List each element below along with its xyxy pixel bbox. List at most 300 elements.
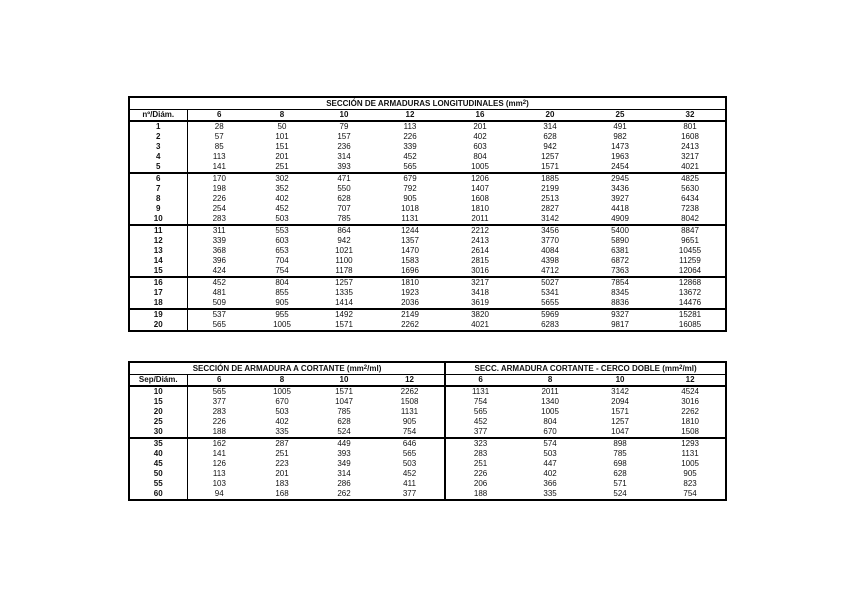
diameter-header: 20 — [515, 110, 585, 122]
table-cell: 1178 — [313, 266, 375, 277]
table-cell: 491 — [613, 122, 627, 131]
table-row — [129, 386, 726, 397]
table-cell: 754 — [445, 397, 515, 407]
shear-table-left-title: SECCIÓN DE ARMADURA A CORTANTE $(mm^2/ml)$ — [129, 362, 445, 375]
diameter-header: 10 — [313, 110, 375, 122]
table-cell: 103 — [212, 479, 226, 488]
table-cell: 2262 — [401, 320, 419, 329]
table-cell: 377 — [402, 489, 417, 498]
table-cell: 1257 — [611, 417, 629, 426]
diameter-header: 8 — [251, 375, 313, 387]
table-row — [129, 236, 726, 246]
row-label: 3 — [129, 142, 187, 152]
shear-table-header — [129, 375, 726, 387]
row-label: 45 — [129, 459, 187, 469]
table-cell: 1470 — [401, 246, 419, 255]
table-cell: 5341 — [541, 288, 559, 297]
table-cell: 13672 — [678, 288, 702, 297]
table-cell: 785 — [313, 214, 375, 225]
row-label: 1 — [129, 121, 187, 132]
longitudinal-reinforcement-table — [128, 96, 727, 332]
row-label: 4 — [129, 152, 187, 162]
row-label: 20 — [129, 320, 187, 331]
table-cell: 9651 — [681, 236, 699, 245]
header-label: Sep/Diám. — [129, 375, 187, 387]
row-label: 18 — [129, 298, 187, 309]
table-cell: 452 — [212, 278, 226, 287]
table-cell: 283 — [212, 407, 226, 416]
table-cell: 2454 — [585, 162, 655, 173]
table-cell: 3016 — [445, 266, 515, 277]
table-cell: 855 — [275, 288, 289, 297]
table-cell: 754 — [251, 266, 313, 277]
table-cell: 1885 — [541, 174, 559, 183]
table-cell: 3142 — [515, 214, 585, 225]
table-cell: 1018 — [401, 204, 419, 213]
diameter-header: 6 — [445, 375, 515, 387]
table-cell: 79 — [339, 122, 349, 131]
table-cell: 942 — [543, 142, 557, 151]
longitudinal-table-title: SECCIÓN DE ARMADURAS LONGITUDINALES $(mm^2)$ — [129, 97, 726, 110]
table-cell: 449 — [337, 439, 351, 448]
table-cell: 8345 — [611, 288, 629, 297]
table-cell: 314 — [337, 469, 351, 478]
table-row — [129, 309, 726, 320]
row-label: 13 — [129, 246, 187, 256]
row-label: 5 — [129, 162, 187, 173]
table-cell: 1131 — [681, 449, 699, 458]
table-cell: 5630 — [681, 184, 699, 193]
table-cell: 571 — [613, 479, 627, 488]
row-label: 12 — [129, 236, 187, 246]
table-cell: 565 — [212, 320, 226, 329]
table-cell: 1257 — [335, 278, 353, 287]
shear-reinforcement-table — [128, 361, 727, 501]
table-cell: 1571 — [611, 407, 629, 416]
table-cell: 170 — [212, 174, 226, 183]
table-row — [129, 489, 726, 500]
row-label: 35 — [129, 438, 187, 449]
table-row — [129, 162, 726, 173]
table-cell: 4909 — [585, 214, 655, 225]
row-label: 6 — [129, 173, 187, 184]
row-label: 8 — [129, 194, 187, 204]
table-cell: 236 — [337, 142, 351, 151]
table-cell: 4021 — [655, 162, 726, 173]
table-cell: 302 — [275, 174, 289, 183]
table-cell: 801 — [683, 122, 697, 131]
table-cell: 905 — [402, 417, 417, 426]
table-cell: 524 — [613, 489, 627, 498]
table-cell: 1608 — [681, 132, 699, 141]
table-row — [129, 427, 726, 438]
table-cell: 8847 — [681, 226, 699, 235]
row-label: 14 — [129, 256, 187, 266]
table-cell: 4418 — [611, 204, 629, 213]
table-cell: 113 — [212, 152, 226, 161]
table-cell: 1414 — [313, 298, 375, 309]
table-cell: 628 — [337, 194, 351, 203]
table-cell: 2199 — [541, 184, 559, 193]
table-cell: 3217 — [681, 152, 699, 161]
table-cell: 311 — [212, 226, 226, 235]
table-cell: 1583 — [401, 256, 419, 265]
table-cell: 206 — [445, 479, 515, 489]
table-row — [129, 256, 726, 266]
table-cell: 565 — [402, 449, 417, 458]
table-cell: 565 — [445, 407, 515, 417]
table-cell: 16085 — [678, 320, 702, 329]
table-cell: 804 — [473, 152, 487, 161]
table-cell: 646 — [402, 439, 417, 448]
table-cell: 14476 — [655, 298, 726, 309]
table-cell: 366 — [543, 479, 557, 488]
table-row — [129, 142, 726, 152]
table-cell: 2262 — [681, 407, 699, 416]
row-label: 10 — [129, 214, 187, 225]
table-cell: 1810 — [401, 278, 419, 287]
table-cell: 1005 — [273, 387, 291, 396]
table-cell: 3436 — [611, 184, 629, 193]
diameter-header: 10 — [585, 375, 655, 387]
row-label: 2 — [129, 132, 187, 142]
table-cell: 804 — [275, 278, 289, 287]
table-cell: 226 — [445, 469, 515, 479]
table-row — [129, 469, 726, 479]
table-cell: 1257 — [541, 152, 559, 161]
table-cell: 1923 — [401, 288, 419, 297]
table-cell: 1021 — [335, 246, 353, 255]
table-cell: 785 — [337, 407, 351, 416]
table-cell: 5400 — [611, 226, 629, 235]
row-label: 9 — [129, 204, 187, 214]
table-row — [129, 204, 726, 214]
table-cell: 226 — [212, 194, 226, 203]
table-cell: 4398 — [541, 256, 559, 265]
longitudinal-table-header — [129, 110, 726, 122]
row-label: 10 — [129, 386, 187, 397]
table-cell: 335 — [543, 489, 557, 498]
table-row — [129, 246, 726, 256]
table-cell: 188 — [187, 427, 251, 438]
table-cell: 1492 — [335, 310, 353, 319]
table-cell: 1810 — [471, 204, 489, 213]
table-cell: 2413 — [471, 236, 489, 245]
table-cell: 698 — [613, 459, 627, 468]
table-cell: 254 — [212, 204, 226, 213]
table-cell: 11259 — [679, 256, 701, 265]
diameter-header: 25 — [585, 110, 655, 122]
table-cell: 157 — [337, 132, 351, 141]
table-row — [129, 288, 726, 298]
table-cell: 57 — [214, 132, 224, 141]
row-label: 11 — [129, 225, 187, 236]
table-cell: 335 — [251, 427, 313, 438]
table-cell: 402 — [275, 194, 289, 203]
table-row — [129, 225, 726, 236]
table-cell: 1571 — [515, 162, 585, 173]
table-row — [129, 438, 726, 449]
table-cell: 251 — [275, 449, 289, 458]
table-cell: 1005 — [681, 459, 699, 468]
table-cell: 5969 — [541, 310, 559, 319]
table-cell: 898 — [613, 439, 627, 448]
table-cell: 402 — [543, 469, 557, 478]
table-cell: 3820 — [471, 310, 489, 319]
table-cell: 251 — [251, 162, 313, 173]
table-cell: 452 — [403, 152, 417, 161]
table-cell: 349 — [337, 459, 351, 468]
table-cell: 223 — [275, 459, 289, 468]
diameter-header: 6 — [187, 375, 251, 387]
table-cell: 2262 — [400, 387, 419, 396]
table-cell: 201 — [275, 152, 289, 161]
table-cell: 670 — [275, 397, 289, 406]
table-cell: 6872 — [611, 256, 629, 265]
table-cell: 7238 — [681, 204, 699, 213]
table-cell: 603 — [473, 142, 487, 151]
table-cell: 550 — [337, 184, 351, 193]
table-row — [129, 320, 726, 331]
row-label: 25 — [129, 417, 187, 427]
table-cell: 2011 — [541, 387, 559, 396]
diameter-header: 8 — [515, 375, 585, 387]
table-cell: 503 — [543, 449, 557, 458]
row-label: 19 — [129, 309, 187, 320]
table-row — [129, 184, 726, 194]
table-cell: 1696 — [375, 266, 445, 277]
table-cell: 50 — [277, 122, 287, 131]
table-row — [129, 214, 726, 225]
table-row — [129, 132, 726, 142]
table-cell: 553 — [275, 226, 289, 235]
table-cell: 2827 — [541, 204, 559, 213]
table-cell: 1508 — [400, 397, 419, 406]
table-cell: 1608 — [471, 194, 489, 203]
table-cell: 4021 — [471, 320, 489, 329]
table-cell: 3927 — [611, 194, 629, 203]
table-cell: 1047 — [335, 397, 353, 406]
table-cell: 283 — [445, 449, 515, 459]
table-cell: 8042 — [655, 214, 726, 225]
table-cell: 679 — [403, 174, 417, 183]
table-cell: 402 — [473, 132, 487, 141]
table-row — [129, 266, 726, 277]
row-label: 16 — [129, 277, 187, 288]
table-cell: 481 — [212, 288, 226, 297]
table-cell: 823 — [683, 479, 697, 488]
table-cell: 6381 — [611, 246, 629, 255]
table-cell: 339 — [403, 142, 417, 151]
table-cell: 283 — [187, 214, 251, 225]
table-row — [129, 479, 726, 489]
table-cell: 201 — [275, 469, 289, 478]
table-cell: 2614 — [471, 246, 489, 255]
table-cell: 4712 — [515, 266, 585, 277]
table-cell: 3217 — [471, 278, 489, 287]
table-cell: 1473 — [611, 142, 629, 151]
diameter-header: 12 — [655, 375, 726, 387]
table-cell: 2011 — [445, 214, 515, 225]
table-cell: 28 — [214, 122, 224, 131]
table-cell: 9327 — [611, 310, 629, 319]
diameter-header: 16 — [445, 110, 515, 122]
table-cell: 3142 — [611, 387, 629, 396]
diameter-header: 12 — [375, 375, 445, 387]
table-cell: 1131 — [400, 407, 419, 416]
row-label: 50 — [129, 469, 187, 479]
table-cell: 704 — [275, 256, 289, 265]
table-cell: 2945 — [611, 174, 629, 183]
table-row — [129, 407, 726, 417]
table-cell: 198 — [212, 184, 226, 193]
row-label: 40 — [129, 449, 187, 459]
table-row — [129, 449, 726, 459]
table-cell: 393 — [313, 162, 375, 173]
table-cell: 1131 — [445, 386, 515, 397]
table-cell: 141 — [212, 449, 226, 458]
table-cell: 452 — [275, 204, 289, 213]
table-cell: 314 — [337, 152, 351, 161]
table-cell: 7363 — [585, 266, 655, 277]
table-row — [129, 173, 726, 184]
table-cell: 1508 — [655, 427, 726, 438]
table-cell: 251 — [445, 459, 515, 469]
table-cell: 85 — [214, 142, 224, 151]
table-row — [129, 121, 726, 132]
table-cell: 1963 — [611, 152, 629, 161]
table-row — [129, 417, 726, 427]
table-cell: 792 — [403, 184, 417, 193]
row-label: 15 — [129, 266, 187, 277]
diameter-header: 6 — [187, 110, 251, 122]
row-label: 30 — [129, 427, 187, 438]
table-cell: 955 — [275, 310, 289, 319]
table-cell: 393 — [337, 449, 351, 458]
table-cell: 670 — [515, 427, 585, 438]
table-cell: 287 — [275, 439, 289, 448]
table-cell: 141 — [187, 162, 251, 173]
shear-table-right-title: SECC. ARMADURA CORTANTE - CERCO DOBLE $(mm^2/ml)$ — [445, 362, 726, 375]
table-cell: 201 — [473, 122, 487, 131]
table-cell: 754 — [375, 427, 445, 438]
table-row — [129, 152, 726, 162]
table-cell: 162 — [212, 439, 226, 448]
table-cell: 537 — [212, 310, 226, 319]
table-cell: 3418 — [471, 288, 489, 297]
table-cell: 10455 — [678, 246, 702, 255]
table-cell: 168 — [275, 489, 289, 498]
table-cell: 2036 — [375, 298, 445, 309]
table-cell: 1131 — [375, 214, 445, 225]
table-cell: 565 — [375, 162, 445, 173]
table-cell: 1810 — [681, 417, 699, 426]
table-cell: 8836 — [585, 298, 655, 309]
table-cell: 183 — [275, 479, 289, 488]
table-cell: 1005 — [273, 320, 291, 329]
table-cell: 12868 — [678, 278, 702, 287]
table-cell: 452 — [445, 417, 515, 427]
diameter-header: 10 — [313, 375, 375, 387]
table-cell: 377 — [212, 397, 226, 406]
table-cell: 2094 — [611, 397, 629, 406]
table-cell: 628 — [613, 469, 627, 478]
table-row — [129, 298, 726, 309]
table-cell: 3016 — [681, 397, 699, 406]
table-cell: 1244 — [401, 226, 419, 235]
table-cell: 2413 — [681, 142, 699, 151]
table-cell: 982 — [613, 132, 627, 141]
table-cell: 6434 — [681, 194, 699, 203]
table-cell: 4825 — [681, 174, 699, 183]
table-cell: 396 — [212, 256, 226, 265]
table-cell: 368 — [212, 246, 226, 255]
table-cell: 1047 — [585, 427, 655, 438]
table-cell: 126 — [212, 459, 226, 468]
table-cell: 424 — [187, 266, 251, 277]
table-cell: 707 — [337, 204, 351, 213]
table-cell: 314 — [543, 122, 557, 131]
row-label: 15 — [129, 397, 187, 407]
header-label: nº/Diám. — [129, 110, 187, 122]
table-cell: 574 — [543, 439, 557, 448]
table-cell: 754 — [683, 489, 697, 498]
table-row — [129, 277, 726, 288]
table-cell: 323 — [445, 438, 515, 449]
table-cell: 1407 — [471, 184, 489, 193]
table-row — [129, 459, 726, 469]
row-label: 20 — [129, 407, 187, 417]
table-row — [129, 194, 726, 204]
table-cell: 411 — [403, 479, 416, 488]
table-cell: 226 — [212, 417, 226, 426]
table-cell: 101 — [275, 132, 289, 141]
table-cell: 628 — [543, 132, 557, 141]
table-cell: 286 — [337, 479, 351, 488]
diameter-header: 12 — [375, 110, 445, 122]
table-cell: 2212 — [471, 226, 489, 235]
table-cell: 5655 — [515, 298, 585, 309]
table-cell: 339 — [212, 236, 226, 245]
table-cell: 785 — [613, 449, 627, 458]
table-cell: 3770 — [541, 236, 559, 245]
table-cell: 5890 — [611, 236, 629, 245]
table-cell: 905 — [403, 194, 417, 203]
row-label: 60 — [129, 489, 187, 500]
table-cell: 3456 — [541, 226, 559, 235]
table-cell: 1206 — [471, 174, 489, 183]
table-cell: 509 — [187, 298, 251, 309]
table-cell: 1293 — [681, 439, 699, 448]
table-cell: 653 — [275, 246, 289, 255]
table-cell: 262 — [337, 489, 351, 498]
table-cell: 603 — [275, 236, 289, 245]
table-cell: 4524 — [681, 387, 699, 396]
table-cell: 377 — [445, 427, 515, 438]
diameter-header: 8 — [251, 110, 313, 122]
table-cell: 942 — [337, 236, 351, 245]
table-cell: 9817 — [611, 320, 629, 329]
table-cell: 2815 — [471, 256, 489, 265]
table-cell: 226 — [403, 132, 417, 141]
table-cell: 1340 — [541, 397, 559, 406]
table-cell: 471 — [337, 174, 351, 183]
table-cell: 1100 — [335, 256, 353, 265]
table-cell: 864 — [337, 226, 351, 235]
row-label: 7 — [129, 184, 187, 194]
table-cell: 804 — [543, 417, 557, 426]
table-cell: 905 — [683, 469, 697, 478]
